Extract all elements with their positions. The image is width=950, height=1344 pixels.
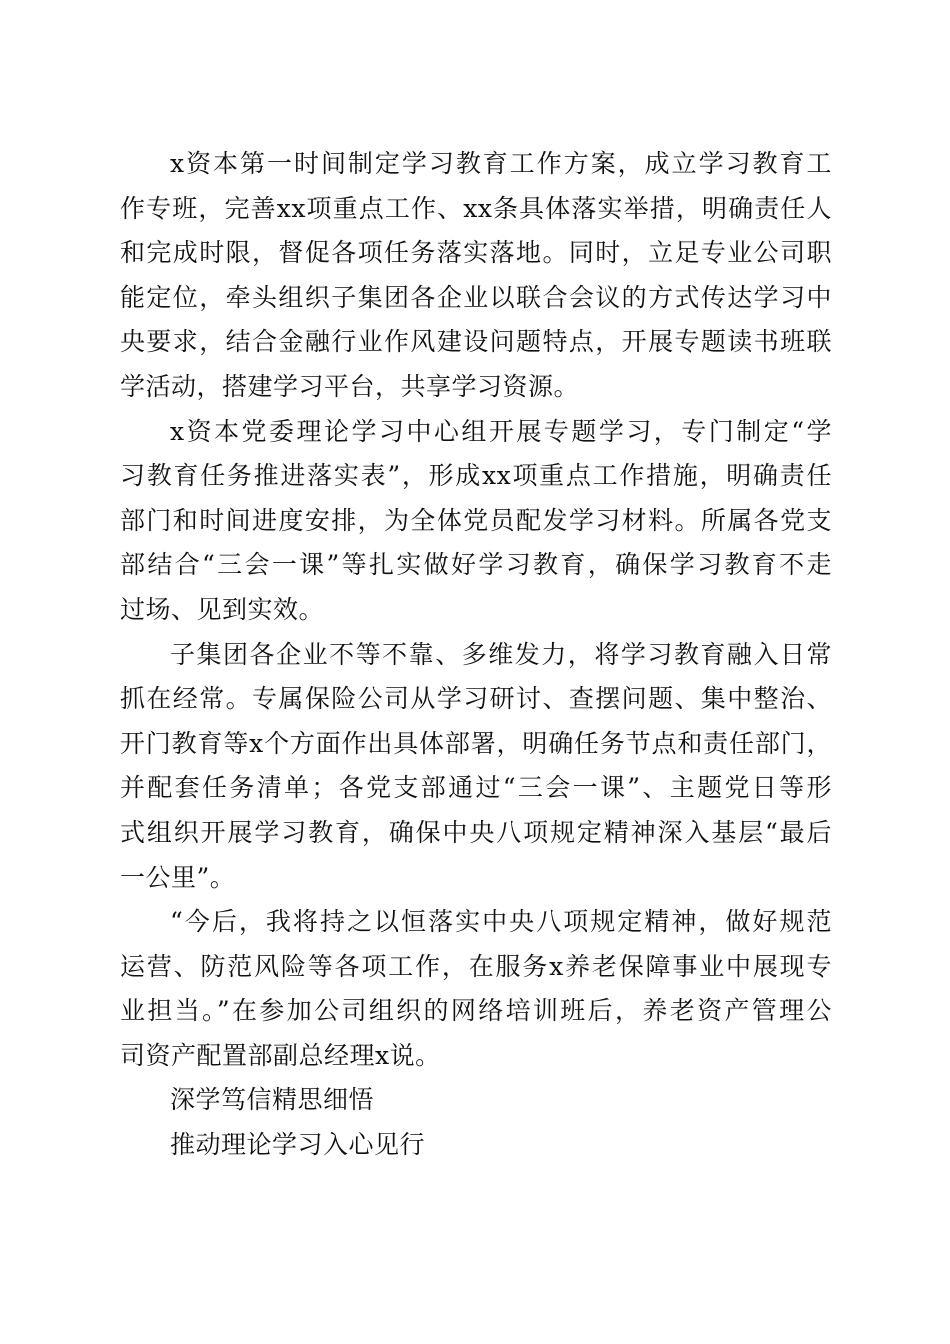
section-heading-2: 推动理论学习入心见行	[170, 1130, 426, 1160]
paragraph-line: 央要求，结合金融行业作风建设问题特点，开展专题读书班联	[120, 327, 832, 357]
paragraph-line: x资本党委理论学习中心组开展专题学习，专门制定“学	[170, 416, 832, 446]
paragraph-line: 抓在经常。专属保险公司从学习研讨、查摆问题、集中整治、	[120, 684, 832, 714]
paragraph-line: 式组织开展学习教育，确保中央八项规定精神深入基层“最后	[120, 817, 832, 847]
paragraph-line: 部门和时间进度安排，为全体党员配发学习材料。所属各党支	[120, 505, 832, 535]
paragraph-3	[120, 633, 832, 901]
paragraph-line: 部结合“三会一课”等扎实做好学习教育，确保学习教育不走	[120, 550, 832, 580]
paragraph-line: 过场、见到实效。	[120, 594, 325, 624]
paragraph-line: 业担当。”在参加公司组织的网络培训班后，养老资产管理公	[120, 996, 832, 1026]
paragraph-line: 子集团各企业不等不靠、多维发力，将学习教育融入日常	[170, 639, 832, 669]
paragraph-line: 习教育任务推进落实表”，形成xx项重点工作措施，明确责任	[120, 461, 832, 491]
paragraph-line: 运营、防范风险等各项工作，在服务x养老保障事业中展现专	[120, 951, 832, 981]
paragraph-line: 能定位，牵头组织子集团各企业以联合会议的方式传达学习中	[120, 282, 832, 312]
paragraph-line: 一公里”。	[120, 862, 236, 892]
paragraph-line: 司资产配置部副总经理x说。	[120, 1040, 441, 1070]
paragraph-line: 并配套任务清单；各党支部通过“三会一课”、主题党日等形	[120, 773, 832, 803]
paragraph-line: “今后，我将持之以恒落实中央八项规定精神，做好规范	[170, 907, 832, 937]
paragraph-4	[120, 900, 832, 1078]
paragraph-line: 作专班，完善xx项重点工作、xx条具体落实举措，明确责任人	[120, 193, 832, 223]
paragraph-line: 和完成时限，督促各项任务落实落地。同时，立足专业公司职	[120, 238, 832, 268]
paragraph-line: 开门教育等x个方面作出具体部署，明确任务节点和责任部门，	[120, 728, 832, 758]
paragraph-2	[120, 410, 832, 633]
paragraph-line: 学活动，搭建学习平台，共享学习资源。	[120, 371, 580, 401]
section-heading-1: 深学笃信精思细悟	[170, 1085, 375, 1115]
document-body	[120, 142, 832, 1168]
paragraph-1	[120, 142, 832, 410]
paragraph-line: x资本第一时间制定学习教育工作方案，成立学习教育工	[170, 149, 832, 178]
